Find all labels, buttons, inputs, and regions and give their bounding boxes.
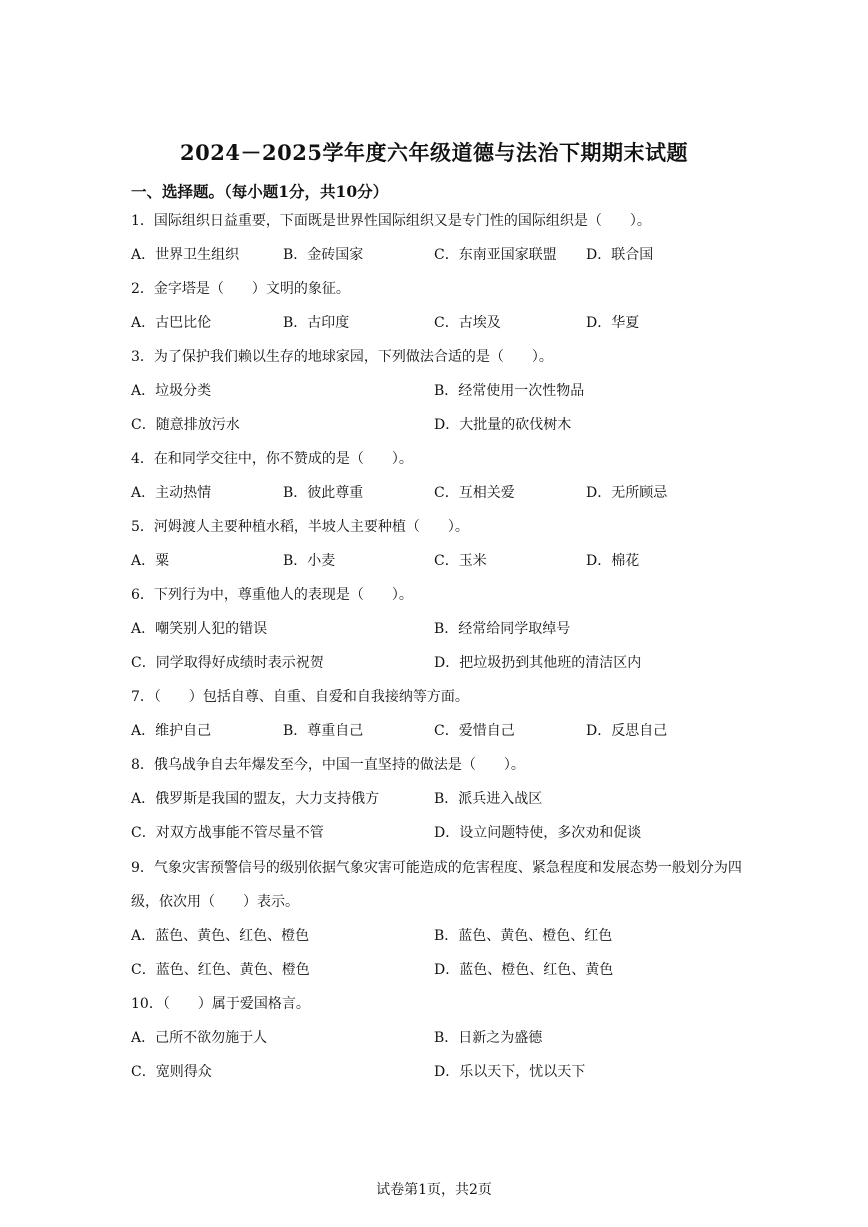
answer-option: A．古巴比伦 xyxy=(131,315,212,331)
answer-option: B．派兵进入战区 xyxy=(434,791,543,807)
option-row xyxy=(131,383,751,400)
option-row xyxy=(131,417,751,434)
answer-option: A．粟 xyxy=(131,553,170,569)
answer-option: B．尊重自己 xyxy=(283,723,364,739)
answer-option: A．世界卫生组织 xyxy=(131,247,240,263)
answer-option: D．反思自己 xyxy=(586,723,668,739)
answer-option: A．己所不欲勿施于人 xyxy=(131,1030,268,1046)
answer-option: C．同学取得好成绩时表示祝贺 xyxy=(131,655,324,671)
question-stem: 9．气象灾害预警信号的级别依据气象灾害可能造成的危害程度、紧急程度和发展态势一般划分为四级，依次用（ ）表示。 xyxy=(131,860,742,910)
answer-option: B．金砖国家 xyxy=(283,247,364,263)
answer-option: B．彼此尊重 xyxy=(283,485,364,501)
option-row xyxy=(131,553,751,570)
answer-option: D．棉花 xyxy=(586,553,640,569)
question-stem: 3．为了保护我们赖以生存的地球家园，下列做法合适的是（ ）。 xyxy=(131,349,553,365)
answer-option: B．经常给同学取绰号 xyxy=(434,621,571,637)
answer-option: B．经常使用一次性物品 xyxy=(434,383,585,399)
answer-option: C．古埃及 xyxy=(434,315,501,331)
answer-option: C．东南亚国家联盟 xyxy=(434,247,557,263)
option-row xyxy=(131,928,751,945)
answer-option: B．小麦 xyxy=(283,553,336,569)
question-stem: 7．（ ）包括自尊、自重、自爱和自我接纳等方面。 xyxy=(131,689,469,705)
answer-option: D．大批量的砍伐树木 xyxy=(434,417,572,433)
question-stem: 2．金字塔是（ ）文明的象征。 xyxy=(131,281,350,297)
option-row xyxy=(131,621,751,638)
answer-option: D．把垃圾扔到其他班的清洁区内 xyxy=(434,655,642,671)
answer-option: C．宽则得众 xyxy=(131,1064,212,1080)
answer-option: C．随意排放污水 xyxy=(131,417,240,433)
answer-option: B．日新之为盛德 xyxy=(434,1030,543,1046)
answer-option: C．对双方战事能不管尽量不管 xyxy=(131,825,324,841)
answer-option: A．维护自己 xyxy=(131,723,212,739)
option-row xyxy=(131,655,751,672)
option-row xyxy=(131,825,751,842)
question-stem: 8．俄乌战争自去年爆发至今，中国一直坚持的做法是（ ）。 xyxy=(131,757,525,773)
exam-title: 2024－2025学年度六年级道德与法治下期期末试题 xyxy=(180,140,688,165)
section-heading: 一、选择题。（每小题1分，共10分） xyxy=(131,182,389,201)
question-stem: 6．下列行为中，尊重他人的表现是（ ）。 xyxy=(131,587,413,603)
option-row xyxy=(131,1064,751,1081)
answer-option: A．垃圾分类 xyxy=(131,383,212,399)
answer-option: D．联合国 xyxy=(586,247,654,263)
answer-option: A．蓝色、黄色、红色、橙色 xyxy=(131,928,310,944)
option-row xyxy=(131,1030,751,1047)
answer-option: D．蓝色、橙色、红色、黄色 xyxy=(434,962,614,978)
option-row xyxy=(131,315,751,332)
answer-option: D．华夏 xyxy=(586,315,640,331)
option-row xyxy=(131,247,751,264)
answer-option: C．爱惜自己 xyxy=(434,723,515,739)
answer-option: C．玉米 xyxy=(434,553,487,569)
answer-option: B．蓝色、黄色、橙色、红色 xyxy=(434,928,613,944)
answer-option: A．主动热情 xyxy=(131,485,212,501)
question-list xyxy=(131,213,751,1098)
answer-option: B．古印度 xyxy=(283,315,350,331)
answer-option: D．无所顾忌 xyxy=(586,485,668,501)
answer-option: D．设立问题特使，多次劝和促谈 xyxy=(434,825,642,841)
option-row xyxy=(131,723,751,740)
question-stem: 5．河姆渡人主要种植水稻，半坡人主要种植（ ）。 xyxy=(131,519,469,535)
answer-option: D．乐以天下，忧以天下 xyxy=(434,1064,586,1080)
answer-option: A．嘲笑别人犯的错误 xyxy=(131,621,268,637)
question-stem: 1．国际组织日益重要，下面既是世界性国际组织又是专门性的国际组织是（ ）。 xyxy=(131,213,651,229)
question-stem: 4．在和同学交往中，你不赞成的是（ ）。 xyxy=(131,451,413,467)
page-footer: 试卷第1页，共2页 xyxy=(376,1182,492,1198)
option-row xyxy=(131,791,751,808)
option-row xyxy=(131,485,751,502)
answer-option: C．蓝色、红色、黄色、橙色 xyxy=(131,962,310,978)
answer-option: C．互相关爱 xyxy=(434,485,515,501)
option-row xyxy=(131,962,751,979)
question-stem: 10．（ ）属于爱国格言。 xyxy=(131,996,310,1012)
answer-option: A．俄罗斯是我国的盟友，大力支持俄方 xyxy=(131,791,380,807)
